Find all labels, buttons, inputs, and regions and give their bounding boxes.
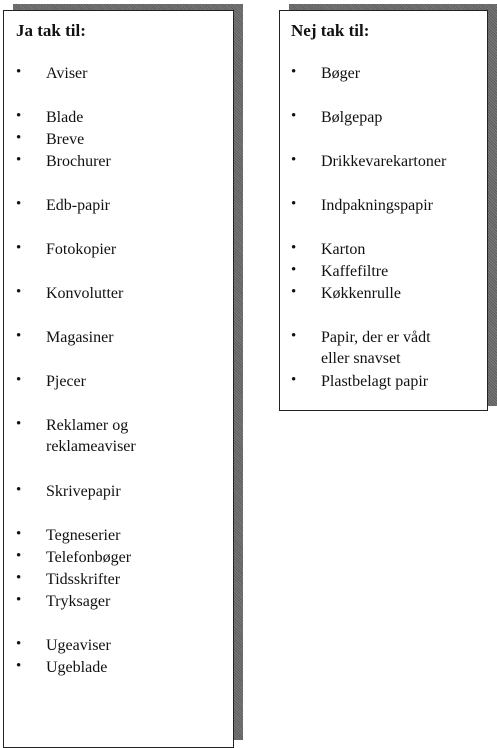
bullet-icon: •: [16, 592, 22, 608]
rejected-item-label: Kaffefiltre: [321, 263, 389, 280]
bullet-icon: •: [291, 64, 297, 80]
rejected-item-label: Bølgepap: [321, 109, 383, 126]
rejected-item-label: Karton: [321, 241, 366, 258]
rejected-item-label: Bøger: [321, 65, 361, 82]
bullet-icon: •: [16, 526, 22, 542]
bullet-icon: •: [16, 196, 22, 212]
bullet-icon: •: [291, 240, 297, 256]
accepted-item-label: Magasiner: [46, 329, 114, 346]
rejected-item-label: Drikkevarekartoner: [321, 153, 447, 170]
accepted-item-label: Edb-papir: [46, 197, 110, 214]
bullet-icon: •: [16, 64, 22, 80]
accepted-item-label: Skrivepapir: [46, 483, 121, 500]
accepted-item-label: Ugeaviser: [46, 637, 111, 654]
accepted-item-label: Ugeblade: [46, 659, 108, 676]
bullet-icon: •: [291, 108, 297, 124]
rejected-heading: Nej tak til:: [291, 21, 370, 40]
rejected-item-label: Papir, der er vådt eller snavset: [321, 329, 431, 367]
accepted-list-box: [3, 10, 234, 748]
accepted-heading: Ja tak til:: [16, 21, 86, 40]
rejected-item-label: Plastbelagt papir: [321, 373, 429, 390]
rejected-item-label: Indpakningspapir: [321, 197, 433, 214]
bullet-icon: •: [16, 372, 22, 388]
bullet-icon: •: [16, 658, 22, 674]
accepted-item-label: Blade: [46, 109, 84, 126]
bullet-icon: •: [16, 152, 22, 168]
bullet-icon: •: [16, 482, 22, 498]
accepted-item-label: Konvolutter: [46, 285, 124, 302]
accepted-item-label: Reklamer og reklameaviser: [46, 417, 136, 455]
accepted-item-label: Fotokopier: [46, 241, 117, 258]
accepted-item-label: Aviser: [46, 65, 88, 82]
bullet-icon: •: [291, 262, 297, 278]
accepted-item-label: Pjecer: [46, 373, 86, 390]
bullet-icon: •: [291, 372, 297, 388]
bullet-icon: •: [16, 416, 22, 432]
rejected-item-label: Køkkenrulle: [321, 285, 401, 302]
accepted-item-label: Tryksager: [46, 593, 111, 610]
accepted-item-label: Telefonbøger: [46, 549, 132, 566]
bullet-icon: •: [291, 196, 297, 212]
bullet-icon: •: [291, 328, 297, 344]
bullet-icon: •: [16, 240, 22, 256]
accepted-item-label: Brochurer: [46, 153, 111, 170]
accepted-item-label: Tidsskrifter: [46, 571, 121, 588]
bullet-icon: •: [16, 570, 22, 586]
bullet-icon: •: [16, 328, 22, 344]
accepted-item-label: Breve: [46, 131, 85, 148]
bullet-icon: •: [16, 108, 22, 124]
bullet-icon: •: [16, 636, 22, 652]
bullet-icon: •: [16, 548, 22, 564]
bullet-icon: •: [16, 284, 22, 300]
rejected-list-box: [279, 10, 488, 411]
bullet-icon: •: [291, 152, 297, 168]
accepted-item-label: Tegneserier: [46, 527, 121, 544]
bullet-icon: •: [291, 284, 297, 300]
bullet-icon: •: [16, 130, 22, 146]
